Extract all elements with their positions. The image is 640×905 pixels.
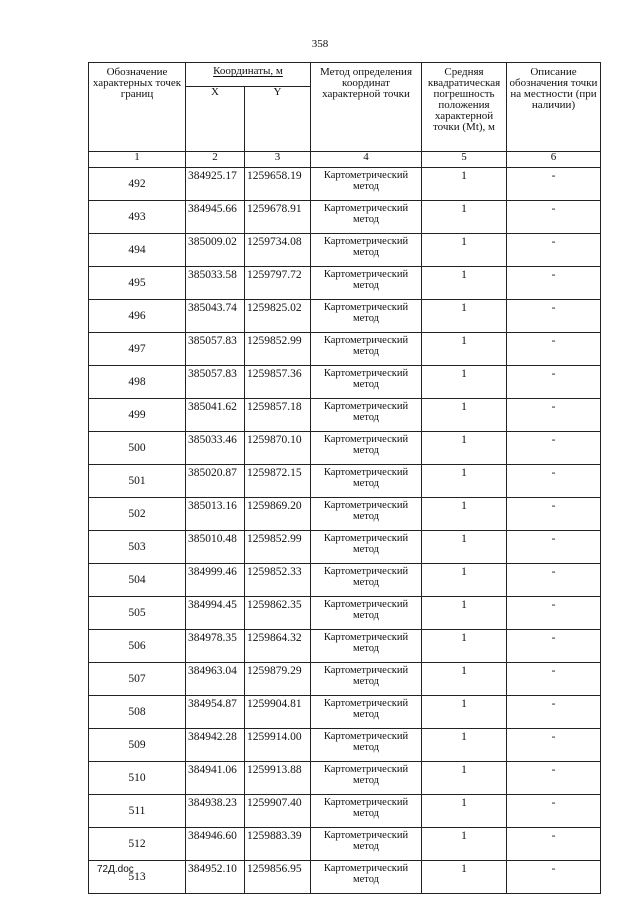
description-cell: -	[507, 168, 601, 201]
table-row	[89, 333, 601, 366]
coordinates-table	[88, 62, 601, 894]
description-cell: -	[507, 465, 601, 498]
point-number-cell: 513	[89, 861, 186, 894]
column-number: 2	[186, 152, 245, 168]
error-cell: 1	[422, 399, 507, 432]
column-number: 1	[89, 152, 186, 168]
description-cell: -	[507, 861, 601, 894]
y-coordinate-cell: 1259856.95	[245, 861, 311, 894]
description-cell: -	[507, 729, 601, 762]
x-coordinate-cell: 384978.35	[186, 630, 245, 663]
error-cell: 1	[422, 729, 507, 762]
y-coordinate-cell: 1259857.36	[245, 366, 311, 399]
x-coordinate-cell: 384942.28	[186, 729, 245, 762]
column-number-row	[89, 152, 601, 168]
point-number-cell: 498	[89, 366, 186, 399]
y-coordinate-cell: 1259913.88	[245, 762, 311, 795]
table-row	[89, 564, 601, 597]
x-coordinate-cell: 385009.02	[186, 234, 245, 267]
column-number: 5	[422, 152, 507, 168]
y-coordinate-cell: 1259864.32	[245, 630, 311, 663]
table-row	[89, 366, 601, 399]
error-cell: 1	[422, 366, 507, 399]
error-cell: 1	[422, 696, 507, 729]
x-coordinate-cell: 385010.48	[186, 531, 245, 564]
method-cell: Картометрический метод	[311, 201, 422, 234]
method-cell: Картометрический метод	[311, 498, 422, 531]
error-cell: 1	[422, 861, 507, 894]
method-cell: Картометрический метод	[311, 762, 422, 795]
y-coordinate-cell: 1259904.81	[245, 696, 311, 729]
y-coordinate-cell: 1259797.72	[245, 267, 311, 300]
x-coordinate-cell: 385041.62	[186, 399, 245, 432]
error-cell: 1	[422, 531, 507, 564]
point-number-cell: 493	[89, 201, 186, 234]
error-cell: 1	[422, 795, 507, 828]
method-cell: Картометрический метод	[311, 333, 422, 366]
point-number-cell: 500	[89, 432, 186, 465]
y-coordinate-cell: 1259879.29	[245, 663, 311, 696]
description-cell: -	[507, 762, 601, 795]
description-cell: -	[507, 399, 601, 432]
point-number-cell: 503	[89, 531, 186, 564]
y-coordinate-cell: 1259862.35	[245, 597, 311, 630]
description-cell: -	[507, 597, 601, 630]
table-row	[89, 597, 601, 630]
y-coordinate-cell: 1259869.20	[245, 498, 311, 531]
method-cell: Картометрический метод	[311, 630, 422, 663]
column-number: 4	[311, 152, 422, 168]
method-cell: Картометрический метод	[311, 399, 422, 432]
error-cell: 1	[422, 465, 507, 498]
point-number-cell: 492	[89, 168, 186, 201]
description-cell: -	[507, 366, 601, 399]
method-cell: Картометрический метод	[311, 366, 422, 399]
method-cell: Картометрический метод	[311, 729, 422, 762]
table-row	[89, 168, 601, 201]
y-coordinate-cell: 1259870.10	[245, 432, 311, 465]
x-coordinate-cell: 384941.06	[186, 762, 245, 795]
x-coordinate-cell: 385043.74	[186, 300, 245, 333]
method-cell: Картометрический метод	[311, 663, 422, 696]
x-coordinate-cell: 384925.17	[186, 168, 245, 201]
error-cell: 1	[422, 828, 507, 861]
y-coordinate-cell: 1259907.40	[245, 795, 311, 828]
y-coordinate-cell: 1259857.18	[245, 399, 311, 432]
header-x: X	[186, 87, 245, 152]
y-coordinate-cell: 1259914.00	[245, 729, 311, 762]
method-cell: Картометрический метод	[311, 300, 422, 333]
table-row	[89, 696, 601, 729]
error-cell: 1	[422, 498, 507, 531]
header-y: Y	[245, 87, 311, 152]
error-cell: 1	[422, 630, 507, 663]
x-coordinate-cell: 385020.87	[186, 465, 245, 498]
point-number-cell: 494	[89, 234, 186, 267]
point-number-cell: 507	[89, 663, 186, 696]
error-cell: 1	[422, 663, 507, 696]
description-cell: -	[507, 201, 601, 234]
point-number-cell: 512	[89, 828, 186, 861]
x-coordinate-cell: 384946.60	[186, 828, 245, 861]
method-cell: Картометрический метод	[311, 432, 422, 465]
table-body	[89, 168, 601, 894]
method-cell: Картометрический метод	[311, 597, 422, 630]
y-coordinate-cell: 1259678.91	[245, 201, 311, 234]
x-coordinate-cell: 385033.58	[186, 267, 245, 300]
y-coordinate-cell: 1259825.02	[245, 300, 311, 333]
y-coordinate-cell: 1259872.15	[245, 465, 311, 498]
description-cell: -	[507, 696, 601, 729]
table-row	[89, 432, 601, 465]
x-coordinate-cell: 384999.46	[186, 564, 245, 597]
method-cell: Картометрический метод	[311, 828, 422, 861]
point-number-cell: 504	[89, 564, 186, 597]
x-coordinate-cell: 385033.46	[186, 432, 245, 465]
description-cell: -	[507, 630, 601, 663]
description-cell: -	[507, 267, 601, 300]
description-cell: -	[507, 663, 601, 696]
page-number: 358	[311, 38, 329, 50]
table-row	[89, 300, 601, 333]
description-cell: -	[507, 333, 601, 366]
x-coordinate-cell: 385057.83	[186, 333, 245, 366]
table-row	[89, 531, 601, 564]
error-cell: 1	[422, 300, 507, 333]
description-cell: -	[507, 300, 601, 333]
y-coordinate-cell: 1259852.99	[245, 333, 311, 366]
method-cell: Картометрический метод	[311, 564, 422, 597]
x-coordinate-cell: 385057.83	[186, 366, 245, 399]
header-point-designation: Обозначение характерных точек границ	[89, 63, 186, 152]
method-cell: Картометрический метод	[311, 168, 422, 201]
error-cell: 1	[422, 201, 507, 234]
table-row	[89, 861, 601, 894]
column-number: 3	[245, 152, 311, 168]
point-number-cell: 499	[89, 399, 186, 432]
error-cell: 1	[422, 564, 507, 597]
point-number-cell: 502	[89, 498, 186, 531]
point-number-cell: 510	[89, 762, 186, 795]
error-cell: 1	[422, 597, 507, 630]
point-number-cell: 497	[89, 333, 186, 366]
error-cell: 1	[422, 432, 507, 465]
y-coordinate-cell: 1259852.99	[245, 531, 311, 564]
x-coordinate-cell: 384963.04	[186, 663, 245, 696]
x-coordinate-cell: 384945.66	[186, 201, 245, 234]
error-cell: 1	[422, 168, 507, 201]
table-row	[89, 498, 601, 531]
table-row	[89, 729, 601, 762]
table-row	[89, 267, 601, 300]
method-cell: Картометрический метод	[311, 531, 422, 564]
table-row	[89, 762, 601, 795]
table-row	[89, 630, 601, 663]
method-cell: Картометрический метод	[311, 234, 422, 267]
method-cell: Картометрический метод	[311, 861, 422, 894]
description-cell: -	[507, 432, 601, 465]
point-number-cell: 508	[89, 696, 186, 729]
x-coordinate-cell: 384994.45	[186, 597, 245, 630]
table-row	[89, 795, 601, 828]
footer-filename: 72Д.doc	[97, 864, 134, 875]
point-number-cell: 505	[89, 597, 186, 630]
header-description: Описание обозначения точки на местности (при наличии)	[507, 63, 601, 152]
point-number-cell: 509	[89, 729, 186, 762]
method-cell: Картометрический метод	[311, 696, 422, 729]
x-coordinate-cell: 384952.10	[186, 861, 245, 894]
method-cell: Картометрический метод	[311, 465, 422, 498]
x-coordinate-cell: 385013.16	[186, 498, 245, 531]
description-cell: -	[507, 498, 601, 531]
column-number: 6	[507, 152, 601, 168]
description-cell: -	[507, 564, 601, 597]
point-number-cell: 496	[89, 300, 186, 333]
error-cell: 1	[422, 234, 507, 267]
table-row	[89, 234, 601, 267]
y-coordinate-cell: 1259658.19	[245, 168, 311, 201]
point-number-cell: 501	[89, 465, 186, 498]
table-row	[89, 663, 601, 696]
description-cell: -	[507, 531, 601, 564]
header-coordinates	[186, 63, 311, 87]
description-cell: -	[507, 234, 601, 267]
table-row	[89, 465, 601, 498]
point-number-cell: 506	[89, 630, 186, 663]
header-coordinates-label: Координаты, м	[213, 65, 283, 77]
y-coordinate-cell: 1259734.08	[245, 234, 311, 267]
header-method: Метод определения координат характерной точки	[311, 63, 422, 152]
header-error: Средняя квадратическая погрешность положения характерной точки (Mt), м	[422, 63, 507, 152]
method-cell: Картометрический метод	[311, 267, 422, 300]
table-row	[89, 399, 601, 432]
point-number-cell: 511	[89, 795, 186, 828]
method-cell: Картометрический метод	[311, 795, 422, 828]
table-row	[89, 828, 601, 861]
point-number-cell: 495	[89, 267, 186, 300]
x-coordinate-cell: 384938.23	[186, 795, 245, 828]
description-cell: -	[507, 795, 601, 828]
x-coordinate-cell: 384954.87	[186, 696, 245, 729]
error-cell: 1	[422, 333, 507, 366]
description-cell: -	[507, 828, 601, 861]
error-cell: 1	[422, 267, 507, 300]
y-coordinate-cell: 1259852.33	[245, 564, 311, 597]
error-cell: 1	[422, 762, 507, 795]
table-row	[89, 201, 601, 234]
y-coordinate-cell: 1259883.39	[245, 828, 311, 861]
